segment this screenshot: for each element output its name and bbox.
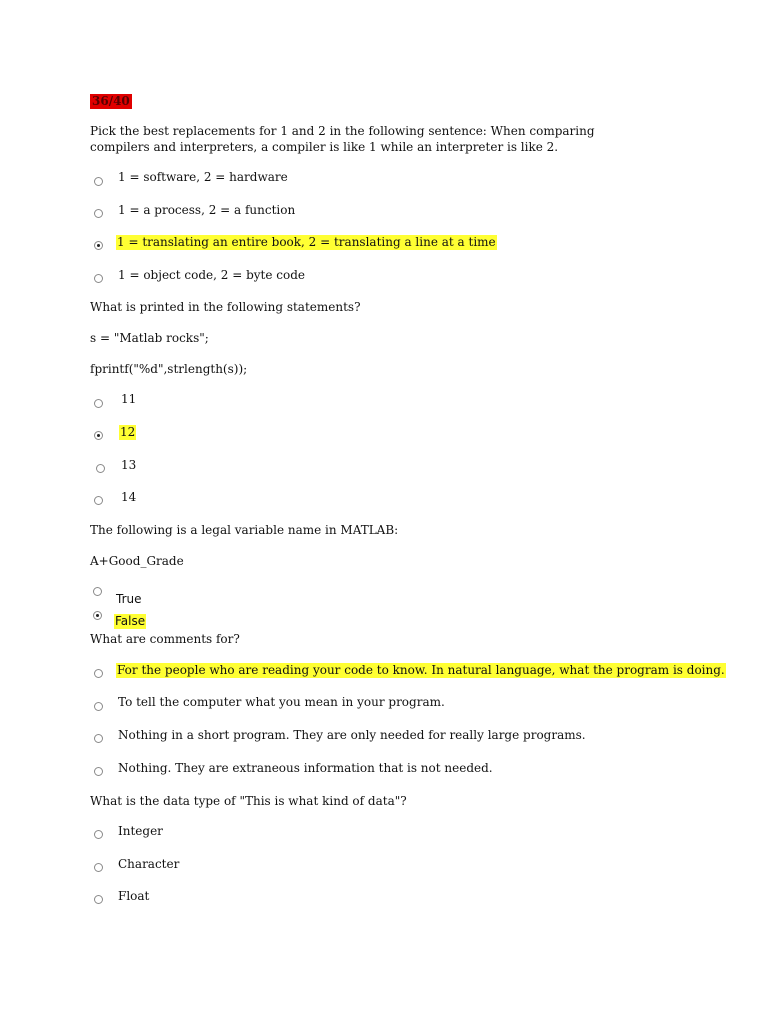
option-label-highlighted: False: [115, 614, 146, 628]
radio-icon[interactable]: [94, 863, 103, 872]
radio-icon[interactable]: [94, 669, 103, 678]
radio-icon[interactable]: [94, 702, 103, 711]
radio-icon[interactable]: [94, 734, 103, 743]
radio-icon[interactable]: [94, 274, 103, 283]
score-badge: 36/40: [92, 94, 130, 108]
radio-icon[interactable]: [94, 767, 103, 776]
option-label: 1 = object code, 2 = byte code: [118, 268, 306, 282]
question-4-text: What are comments for?: [90, 632, 240, 646]
option-label-highlighted: 12: [120, 425, 136, 439]
option-label: True: [116, 592, 142, 606]
question-1-text: Pick the best replacements for 1 and 2 in the following sentence: When comparing compilers and interpreters, a compiler is like 1 while an interpreter is like 2.: [90, 124, 595, 154]
option-label-highlighted: For the people who are reading your code to know. In natural language, what the program is doing.: [117, 663, 725, 677]
code-line: s = "Matlab rocks";: [90, 331, 209, 345]
radio-icon[interactable]: [94, 496, 103, 505]
option-label: Integer: [118, 824, 163, 838]
radio-icon[interactable]: [93, 587, 102, 596]
code-line: A+Good_Grade: [90, 554, 184, 568]
radio-icon[interactable]: [94, 177, 103, 186]
radio-icon[interactable]: [94, 830, 103, 839]
radio-icon[interactable]: [96, 464, 105, 473]
radio-selected-icon[interactable]: [94, 431, 103, 440]
radio-icon[interactable]: [94, 209, 103, 218]
option-label-highlighted: 1 = translating an entire book, 2 = translating a line at a time: [117, 235, 496, 249]
radio-icon[interactable]: [94, 399, 103, 408]
option-label: 14: [121, 490, 137, 504]
radio-selected-icon[interactable]: [93, 611, 102, 620]
question-3-text: The following is a legal variable name in MATLAB:: [90, 523, 399, 537]
option-label: 1 = a process, 2 = a function: [118, 203, 296, 217]
option-label: Nothing in a short program. They are only needed for really large programs.: [118, 728, 586, 742]
option-label: Float: [118, 889, 150, 903]
option-label: Nothing. They are extraneous information that is not needed.: [118, 761, 493, 775]
option-label: 13: [121, 458, 137, 472]
option-label: 11: [121, 392, 137, 406]
question-2-text: What is printed in the following statements?: [90, 300, 361, 314]
radio-icon[interactable]: [94, 895, 103, 904]
code-line: fprintf("%d",strlength(s));: [90, 362, 248, 376]
question-5-text: What is the data type of "This is what kind of data"?: [90, 794, 407, 808]
option-label: Character: [118, 857, 180, 871]
option-label: To tell the computer what you mean in your program.: [118, 695, 445, 709]
radio-selected-icon[interactable]: [94, 241, 103, 250]
option-label: 1 = software, 2 = hardware: [118, 170, 288, 184]
